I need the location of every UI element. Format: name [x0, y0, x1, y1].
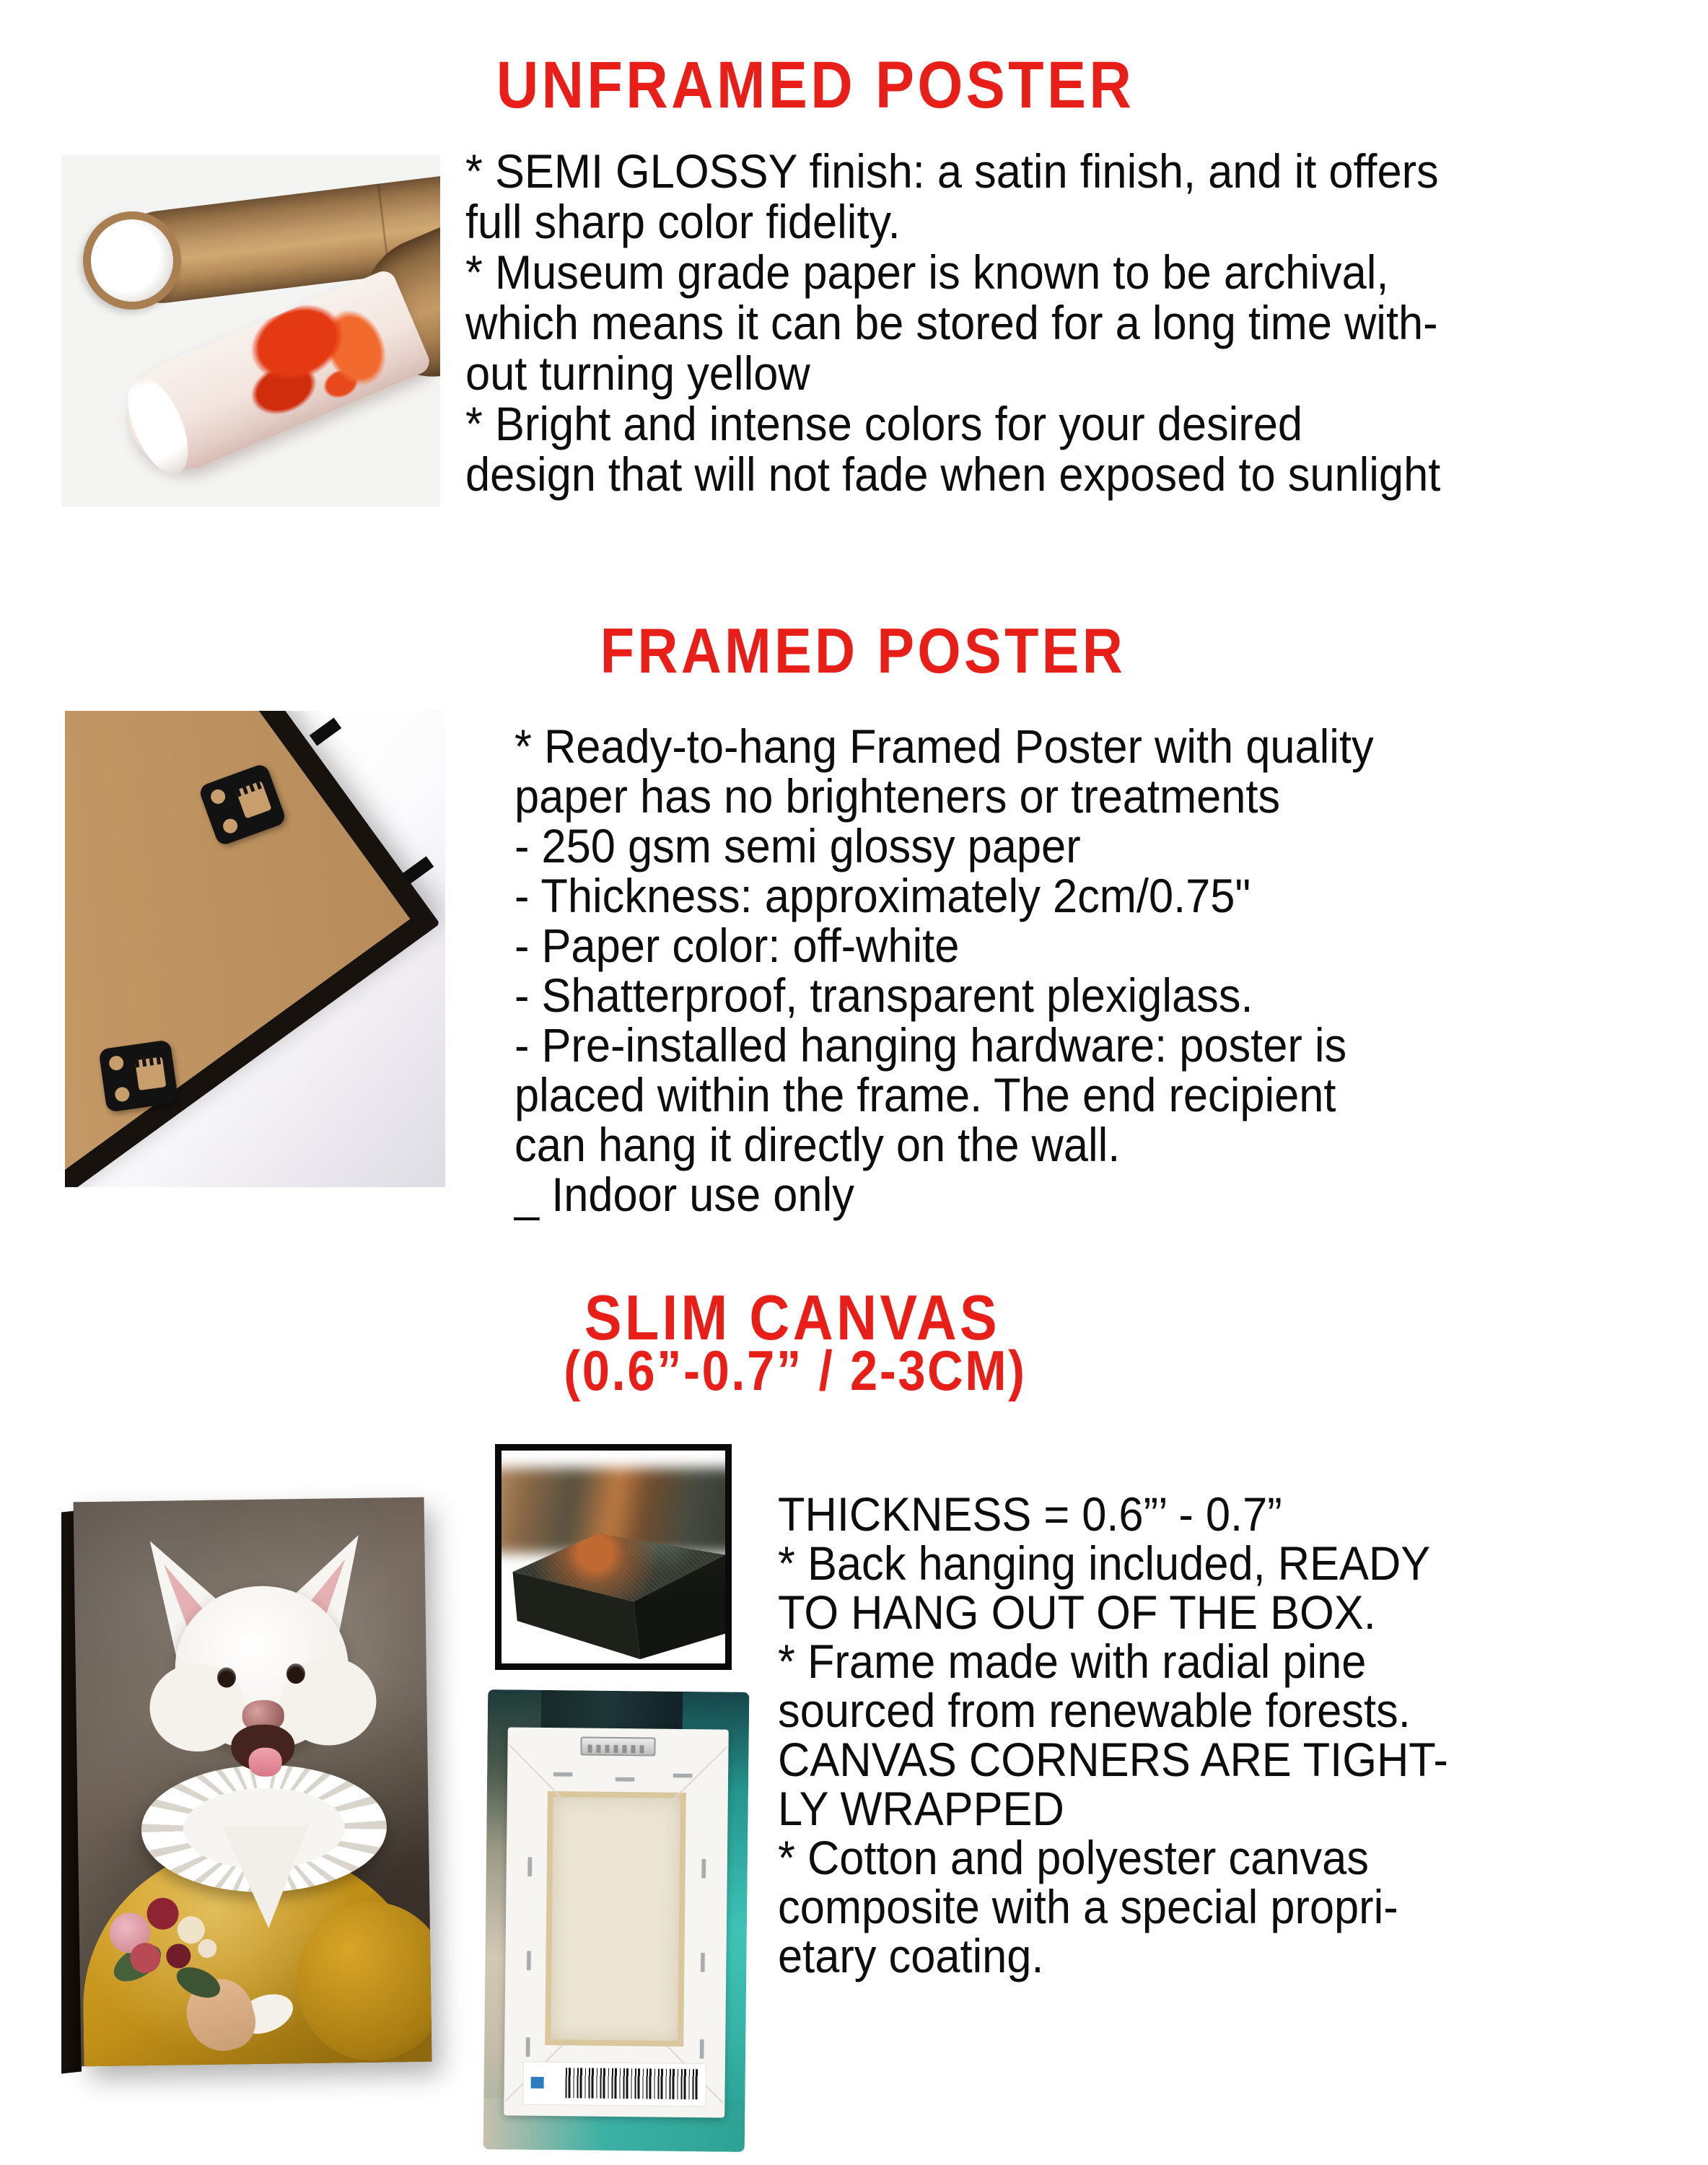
poster-tubes-photo	[61, 155, 440, 507]
bouquet-flower	[198, 1939, 216, 1958]
hanger-screw-hole	[108, 1055, 125, 1072]
staple	[527, 1951, 530, 1970]
flower-bouquet	[105, 1895, 243, 2020]
hanger-screw-hole	[221, 817, 240, 836]
staple	[616, 1777, 634, 1781]
hanger-screw-hole	[114, 1086, 131, 1103]
frame-clip	[310, 717, 342, 745]
hanger-screw-hole	[209, 787, 227, 806]
hanger-slot	[236, 781, 272, 818]
unframed-poster-feature-list: * SEMI GLOSSY finish: a satin finish, and it offers full sharp color fidelity. * Museum grade paper is known to be archival, which means it can be stored for a long time with- out turning yellow * Bright and intense colors for your desired design that will not fade when exposed to sunlight	[465, 144, 1441, 501]
staple	[673, 1774, 692, 1777]
sawtooth-hanger	[580, 1736, 655, 1756]
framed-poster-back-photo	[65, 711, 445, 1187]
canvas-corner-closeup-photo	[495, 1444, 732, 1670]
staple	[528, 1858, 532, 1876]
canvas-back-opening	[545, 1791, 686, 2047]
staple	[553, 1772, 572, 1776]
dog-eye	[286, 1663, 305, 1684]
pet-portrait-canvas-photo	[32, 1478, 434, 2138]
section-heading-framed-poster: FRAMED POSTER	[600, 615, 1126, 686]
bouquet-flower	[166, 1943, 190, 1968]
dog-eye	[217, 1667, 236, 1687]
staple	[702, 1859, 706, 1878]
staple	[700, 2039, 704, 2058]
framed-poster-feature-list: * Ready-to-hang Framed Poster with quality paper has no brighteners or treatments - 250 gsm semi glossy paper - Thickness: approximately 2cm/0.75" - Paper color: off-white - Shatterproof, transparent plexiglass. - Pre-installed hanging hardware: poster is placed within the frame. The end recipient can hang it directly on the wall. _ Indoor use only	[514, 720, 1374, 1221]
staple	[526, 2038, 530, 2057]
frame-clip	[402, 856, 434, 884]
staple	[701, 1953, 704, 1972]
bouquet-flower	[130, 1943, 161, 1974]
bouquet-flower	[178, 1916, 206, 1944]
sawtooth-hanger	[98, 1039, 178, 1112]
section-heading-slim-canvas: SLIM CANVAS	[584, 1282, 1001, 1353]
bouquet-flower	[146, 1897, 179, 1930]
label-blue-mark	[531, 2077, 544, 2089]
canvas-back-photo	[479, 1685, 754, 2156]
slim-canvas-size-subheading: (0.6”-0.7” / 2-3CM)	[564, 1339, 1027, 1402]
section-heading-unframed-poster: UNFRAMED POSTER	[496, 48, 1135, 122]
canvas-front	[74, 1497, 432, 2067]
barcode-label	[523, 2063, 706, 2107]
hanger-slot	[135, 1057, 166, 1090]
stretcher-frame	[504, 1727, 729, 2117]
barcode	[565, 2068, 699, 2099]
slim-canvas-feature-list: THICKNESS = 0.6”’ - 0.7” * Back hanging included, READY TO HANG OUT OF THE BOX. * Frame made with radial pine sourced from renewable forests. CANVAS CORNERS ARE TIGHT- LY WRAPPED * Cotton and polyester canvas composite with a special propri- etary coating.	[778, 1487, 1448, 1982]
dog-tongue	[248, 1747, 282, 1777]
